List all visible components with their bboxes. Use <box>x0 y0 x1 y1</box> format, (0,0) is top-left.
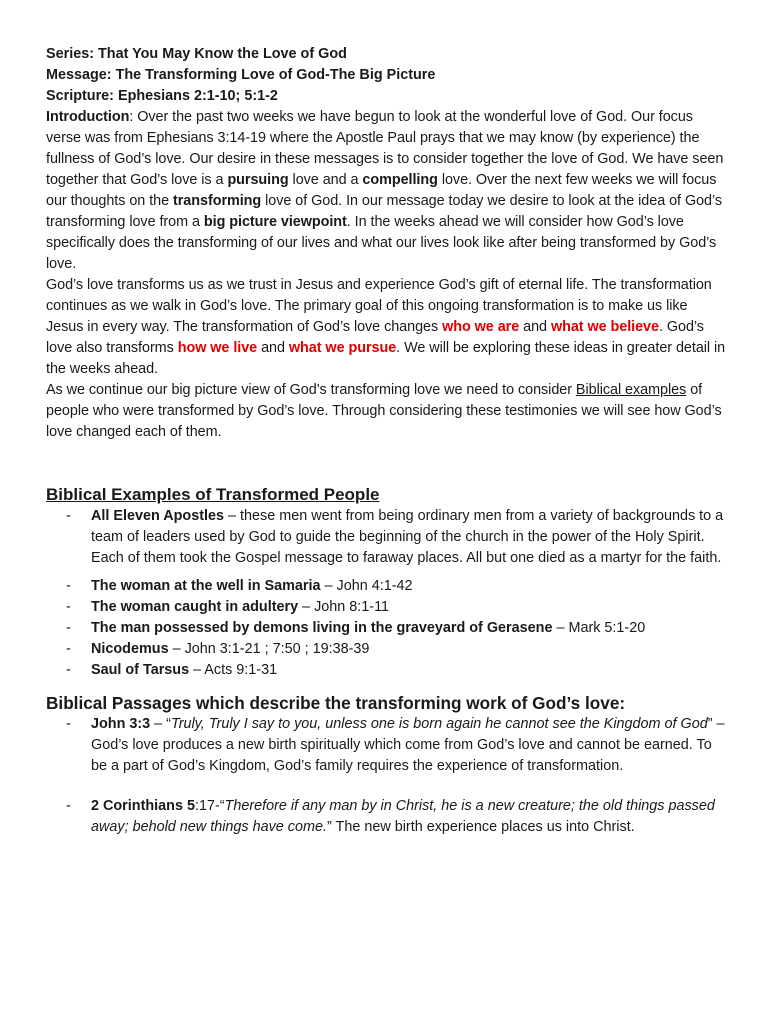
para2-text-2: and <box>519 319 551 335</box>
intro-emphasis-pursuing: pursuing <box>227 172 289 188</box>
emphasis-what-we-believe: what we believe <box>550 319 659 335</box>
examples-intro-paragraph <box>46 380 726 443</box>
dash-bullet: - <box>66 508 71 524</box>
item-title: The woman caught in adultery <box>91 599 299 615</box>
list-item <box>46 639 726 660</box>
dash-bullet: - <box>66 662 71 678</box>
document-page <box>46 44 726 838</box>
item-text: – John 4:1-42 <box>320 578 413 594</box>
item-text: – these men went from being ordinary men from a variety of backgrounds to a team of leaders used by God to guide the beginning of the church in the power of the Holy Spirit. Each of them took the Gospel message to faraway places. All but one died as a martyr for the faith. <box>91 508 724 566</box>
item-title: The man possessed by demons living in the graveyard of Gerasene <box>91 620 553 636</box>
emphasis-what-we-pursue: what we pursue <box>288 340 397 356</box>
biblical-examples-underlined: Biblical examples <box>575 382 687 398</box>
dash-bullet: - <box>66 716 71 732</box>
list-item <box>46 597 726 618</box>
emphasis-who-we-are: who we are <box>442 319 520 335</box>
emphasis-how-we-live: how we live <box>177 340 258 356</box>
transformation-paragraph <box>46 275 726 380</box>
para2-text-4: and <box>257 340 289 356</box>
para2-text-5: . We will be exploring these ideas in greater detail in the weeks ahead. <box>46 340 726 377</box>
intro-emphasis-transforming: transforming <box>173 193 262 209</box>
item-title: Nicodemus <box>91 641 169 657</box>
para2-text-1: God’s love transforms us as we trust in Jesus and experience God’s gift of eternal life. The transformation continues as we walk in God’s love. The primary goal of this ongoing transformation is to make us like Jesus in every way. The transformation of God’s love changes <box>46 277 712 335</box>
dash-bullet: - <box>66 578 71 594</box>
item-title: Saul of Tarsus <box>91 662 190 678</box>
dash-bullet: - <box>66 599 71 615</box>
list-item <box>46 660 726 681</box>
dash-bullet: - <box>66 620 71 636</box>
item-text: – Mark 5:1-20 <box>552 620 646 636</box>
introduction-label: Introduction <box>46 109 130 125</box>
intro-emphasis-compelling: compelling <box>362 172 438 188</box>
item-reference: 2 Corinthians 5 <box>91 798 195 814</box>
item-reference: John 3:3 <box>91 716 151 732</box>
list-item <box>46 576 726 597</box>
item-title: All Eleven Apostles <box>91 508 225 524</box>
item-text: – John 3:1-21 ; 7:50 ; 19:38-39 <box>168 641 370 657</box>
dash-bullet: - <box>66 798 71 814</box>
intro-text-5: . In the weeks ahead we will consider how God’s love specifically does the transforming of our lives and what our lives look like after being transformed by God’s love. <box>46 214 717 272</box>
list-item <box>46 506 726 569</box>
item-text: – John 8:1-11 <box>298 599 390 615</box>
examples-heading: Biblical Examples of Transformed People <box>46 485 380 504</box>
examples-list <box>46 506 726 681</box>
item-text: ” – God’s love produces a new birth spiritually which come from God’s love and cannot be earned. To be a part of God’s Kingdom, God’s family requires the experience of transformation. <box>91 716 725 774</box>
passages-list <box>46 714 726 838</box>
para3-text-1: As we continue our big picture view of God’s transforming love we need to consider <box>46 382 576 398</box>
list-item <box>46 618 726 639</box>
para2-text-3: . God’s love also transforms <box>46 319 704 356</box>
sermon-header <box>46 44 726 107</box>
intro-text-4: love of God. In our message today we desire to look at the idea of God’s transforming love from a <box>46 193 723 230</box>
item-text: – Acts 9:1-31 <box>189 662 278 678</box>
intro-emphasis-big-picture: big picture viewpoint <box>203 214 347 230</box>
intro-text-3: love. Over the next few weeks we will focus our thoughts on the <box>46 172 717 209</box>
intro-text-1: : Over the past two weeks we have begun to look at the wonderful love of God. Our focus verse was from Ephesians 3:14-19 where the Apostle Paul prays that we may know (by experience) the fullness of God’s love. Our desire in these messages is to consider together the love of God. We have seen together that God’s love is a <box>46 109 724 188</box>
item-title: The woman at the well in Samaria <box>91 578 321 594</box>
item-text: ” The new birth experience places us into Christ. <box>327 819 635 835</box>
passages-heading: Biblical Passages which describe the transforming work of God’s love: <box>46 693 626 713</box>
para3-text-2: of people who were transformed by God’s love. Through considering these testimonies we will see how God’s love changed each of them. <box>46 382 722 440</box>
dash-bullet: - <box>66 641 71 657</box>
item-quote: Truly, Truly I say to you, unless one is born again he cannot see the Kingdom of God <box>170 716 708 732</box>
introduction-paragraph <box>46 107 726 275</box>
list-item <box>46 714 726 777</box>
item-quote: Therefore if any man by in Christ, he is a new creature; the old things passed away; behold new things have come. <box>91 798 715 835</box>
series-title: Series: That You May Know the Love of God <box>46 46 347 62</box>
list-item <box>46 796 726 838</box>
intro-text-2: love and a <box>288 172 363 188</box>
item-connector: – “ <box>150 716 171 732</box>
message-title: Message: The Transforming Love of God-The Big Picture <box>46 67 436 83</box>
item-connector: :17-“ <box>194 798 225 814</box>
scripture-reference: Scripture: Ephesians 2:1-10; 5:1-2 <box>46 88 278 104</box>
